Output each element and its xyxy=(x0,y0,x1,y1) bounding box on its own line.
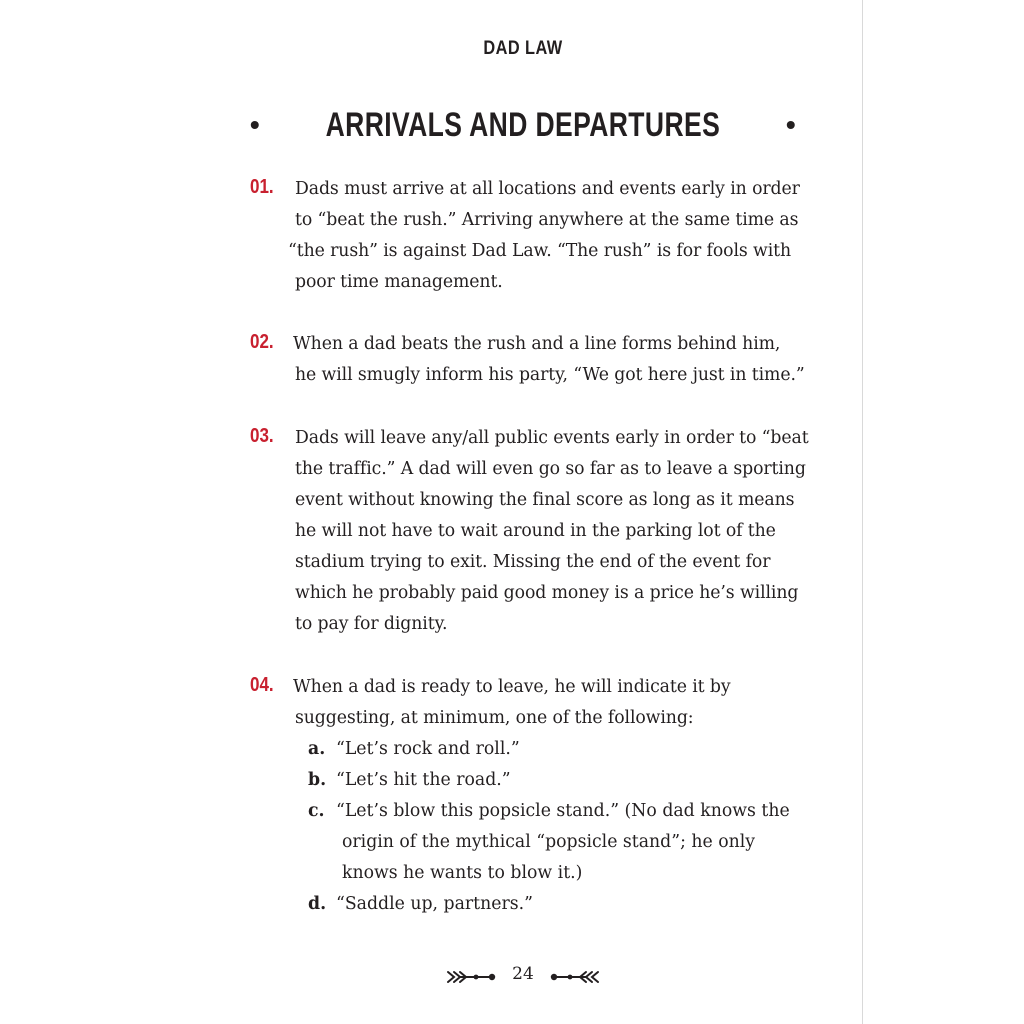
sub-item-text: “Let’s hit the road.” xyxy=(336,770,511,790)
law-text-line: suggesting, at minimum, one of the following: xyxy=(295,708,694,728)
sub-item-text: “Let’s blow this popsicle stand.” (No dad knows the xyxy=(336,801,790,821)
law-text-line: he will not have to wait around in the parking lot of the xyxy=(295,521,776,541)
law-text-line: to “beat the rush.” Arriving anywhere at the same time as xyxy=(295,210,799,230)
sub-item-letter: d. xyxy=(308,894,327,914)
law-text-line: Dads must arrive at all locations and events early in order xyxy=(295,179,800,199)
law-text-line: event without knowing the final score as long as it means xyxy=(295,490,795,510)
law-text xyxy=(288,174,800,298)
title-bullet-right: • xyxy=(785,109,797,140)
law-text-line: stadium trying to exit. Missing the end of the event for xyxy=(295,552,771,572)
sub-item-a xyxy=(308,734,520,765)
law-text-line: “the rush” is against Dad Law. “The rush” is for fools with xyxy=(288,241,792,261)
sub-item-b xyxy=(308,765,511,796)
law-text-line: the traffic.” A dad will even go so far as to leave a sporting xyxy=(295,459,806,479)
law-text-line: When a dad is ready to leave, he will indicate it by xyxy=(293,677,731,697)
law-text-line: Dads will leave any/all public events early in order to “beat xyxy=(295,428,809,448)
running-header: DAD LAW xyxy=(483,38,563,59)
law-text-line: he will smugly inform his party, “We got here just in time.” xyxy=(295,365,805,385)
law-text-line: which he probably paid good money is a price he’s willing xyxy=(295,583,799,603)
sub-item-letter: a. xyxy=(308,739,326,759)
page-edge-divider xyxy=(862,0,863,1024)
law-number: 03. xyxy=(250,425,274,447)
law-text xyxy=(293,329,805,391)
law-text-line: to pay for dignity. xyxy=(295,614,448,634)
law-number: 01. xyxy=(250,176,274,198)
law-text xyxy=(293,672,793,734)
sub-item-text: “Let’s rock and roll.” xyxy=(336,739,520,759)
section-title-text: ARRIVALS AND DEPARTURES xyxy=(325,106,721,144)
page-footer xyxy=(440,962,606,992)
page-number: 24 xyxy=(512,964,534,984)
sub-item-c-continuation: knows he wants to blow it.) xyxy=(342,863,583,883)
sub-item-c-continuation: origin of the mythical “popsicle stand”; he only xyxy=(342,832,756,852)
law-text xyxy=(295,423,809,640)
sub-item-d xyxy=(308,889,533,920)
law-text-line: When a dad beats the rush and a line forms behind him, xyxy=(293,334,781,354)
law-number: 02. xyxy=(250,331,274,353)
sub-item-c xyxy=(308,796,790,827)
arrow-fletching-ornament-icon xyxy=(548,970,600,984)
title-bullet-left: • xyxy=(249,109,261,140)
law-text-line: poor time management. xyxy=(295,272,503,292)
sub-item-letter: b. xyxy=(308,770,327,790)
sub-item-letter: c. xyxy=(308,801,325,821)
sub-item-text: “Saddle up, partners.” xyxy=(336,894,533,914)
law-number: 04. xyxy=(250,674,274,696)
section-title xyxy=(0,106,1024,145)
